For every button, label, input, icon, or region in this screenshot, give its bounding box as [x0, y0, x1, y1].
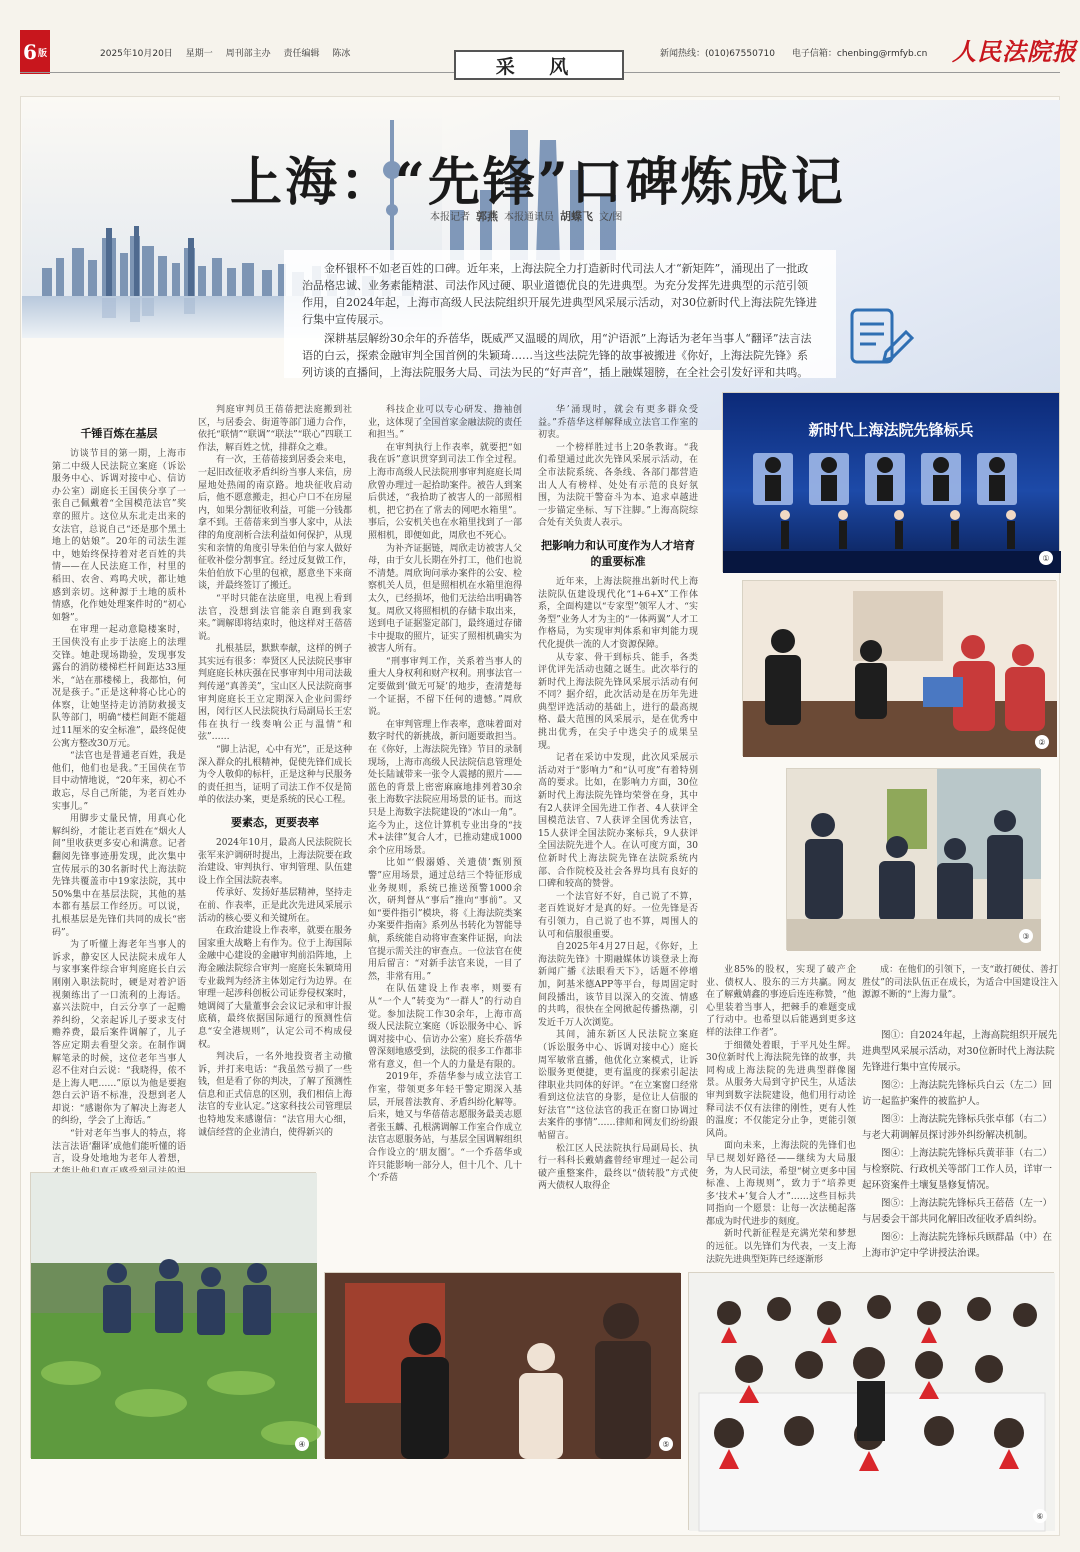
page-number: 6 — [23, 40, 37, 64]
photo-3-meeting — [786, 768, 1040, 950]
page-number-badge — [20, 30, 50, 74]
text-column-1 — [52, 418, 186, 1165]
body-paragraph: 近年来，上海法院推出新时代上海法院队伍建设现代化“1+6+X”工作体系，全面构建以“专家型”领军人才、“实务型”业务人才为主的“一体两翼”人才工作格局，为实现审判体系和审判能力现代化提供一流的人才资源保障。 — [538, 576, 698, 650]
home-visit-illustration — [743, 581, 1057, 757]
body-paragraph: 从专家、骨干到标兵、能手，各类评优评先活动也随之诞生。此次举行的新时代上海法院先锋风采展示活动有何不同？据介绍，此次活动是在历年先进典型评选活动的基础上，进行的最高规格、最大范围的风采展示，是在优秀中挑出优秀，在尖子中选尖子的成果呈现。 — [538, 652, 698, 751]
body-paragraph: 为补齐证据链，周欣走访被害人父母，由于女儿长期在外打工，他们也说不清楚。周欣询问承办案件的公安、检察机关人员，但是照相机在水箱里泡得太久，已经损坏，他们无法给出明确答复。周欣又将照相机的存储卡取出来，送到电子证据鉴定部门，最终通过存储卡中提取的照片，证实了照相机确实为被害人所有。 — [368, 543, 522, 655]
stage-illustration — [723, 393, 1061, 573]
body-paragraph: “针对老年当事人的特点，将法言法语‘翻译’成他们能听懂的语言，设身处地地为老年人着想， — [52, 1129, 186, 1165]
lead-paragraph: 金杯银杯不如老百姓的口碑。近年来，上海法院全力打造新时代司法人才“新矩阵”，涌现出了一批政治品格忠诚、业务素能精湛、司法作风过硬、职业道德优良的先进典型。为充分发挥先进典型的示范引领作用，自2024年起，上海市高级人民法院组织开展先进典型风采展示活动，对30位新时代上海法院先锋进行集中宣传展示。 — [302, 262, 817, 326]
photo-caption: 图④：上海法院先锋标兵黄菲菲（右二）与检察院、行政机关等部门工作人员，详审一起环资案件土壤复垦修复情况。 — [862, 1148, 1053, 1191]
photo-2-home-visit — [742, 580, 1056, 756]
text-column-3 — [368, 404, 522, 1210]
column-label — [454, 50, 624, 80]
document-icon — [846, 304, 916, 368]
body-paragraph: “法官也是普通老百姓，我是他们，他们也是我。”王国侠在节目中动情地说，“20年来，初心不敢忘，尽自己所能，为老百姓办实事儿。” — [52, 751, 186, 812]
body-paragraph: 用脚步丈量民情，用真心化解纠纷，才能让老百姓在“烟火人间”里收获更多安心和满意。记者翻阅先锋事迹册发现，此次集中宣传展示的30名新时代上海法院先锋共覆盖市中19家法院，其中50%集中在基层法院，其他的基本都有基层工作经历。可以说，扎根基层是先锋们共同的成长“密码”。 — [52, 814, 186, 938]
photo-caption: 图②：上海法院先锋标兵白云（左二）回访一起监护案件的被监护人。 — [862, 1080, 1053, 1107]
column-name: 采 风 — [495, 55, 583, 78]
body-paragraph: “平时只能在法庭里，电视上看到法官，没想到法官能亲自跑到我家来。”调解即将结束时，他这样对王蓓蓓说。 — [198, 593, 352, 642]
body-paragraph: 一个法官好不好，自己说了不算，老百姓说好才是真的好。一位先锋是否有引领力，自己说了也不算，周围人的认可和信服很重要。 — [538, 891, 698, 940]
photo-number: ④ — [295, 1437, 309, 1451]
photo-4-field-visit — [30, 1172, 316, 1458]
lead-paragraph: 深耕基层解纷30余年的乔蓓华，既威严又温暖的周欣，用“沪语派”上海话为老年当事人“翻译”法言法语的白云，探索金融审判全国首例的朱颖琦……当这些法院先锋的故事被搬进《你好，上海法院先锋》系列访谈的直播间，上海法院服务大局、司法为民的“好声音”，插上融媒翅膀，在全社会引发好评和共鸣。 — [302, 332, 812, 379]
body-paragraph: 在政治建设上作表率，就要在服务国家重大战略上有作为。位于上海国际金融中心建设的金融审判前沿阵地，上海金融法院综合审判一庭庭长朱颖琦用专业裁判为经济主体划定行为边界。在审理一起涉科创板公司证券侵权案时，她调阅了大量董事会会议记录和审计报底稿，最终依据国际通行的预测性信息“安全港规则”，认定公司不构成侵权。 — [198, 926, 352, 1050]
issue-weekday: 星期一 — [185, 49, 213, 59]
photo-1-award-stage — [722, 392, 1060, 572]
body-paragraph: 科技企业可以专心研发、撸袖创业，这体现了全国首家金融法院的责任和担当。” — [368, 405, 522, 441]
photo-caption: 图③：上海法院先锋标兵张卓郁（右二）与老大莉调解员探讨涉外纠纷解决机制。 — [862, 1114, 1053, 1141]
text-column-5 — [706, 964, 856, 1276]
author-1: 郭燕 — [476, 210, 498, 223]
body-paragraph: 其间，浦东新区人民法院立案庭（诉讼服务中心、诉调对接中心）庭长周军敏常直播，他优化立案模式，让诉讼服务更便捷，更有温度的探索引起法律职业共同体的好评。“在立案窗口经常看到这位法官的身影，是位让人信服的好法官”“这位法官的我正在窗口协调过去案件的事情”……律师和网友们纷纷跟帖留言。 — [538, 1030, 698, 1142]
body-paragraph: 2024年10月，最高人民法院院长张军来沪调研时提出，上海法院要在政治建设、审判执行、审判管理、队伍建设上作全国法院表率。 — [198, 838, 352, 886]
text-column-2 — [198, 404, 352, 1152]
email: 电子信箱：chenbing@rmfyb.cn — [791, 49, 928, 59]
body-paragraph: 一个榜样胜过书上20条教诲。“我们希望通过此次先锋风采展示活动，在全市法院系统、各条线、各部门都营造出人人有榜样、处处有示范的良好氛围，为法院干警奋斗为本、追求卓越进一步锚定坐标、写下注脚。”上海高院综合处有关负责人表示。 — [538, 442, 698, 529]
section-heading-1: 千锤百炼在基层 — [80, 427, 158, 440]
byline-prefix: 本报记者 — [430, 212, 470, 223]
body-paragraph: 面向未来，上海法院的先锋们也早已规划好路径——继续为大局服务，为人民司法，希望“树立更多中国标准、上海规则”，致力于“培养更多‘技术+’复合人才”……这些目标共同指向一个愿景：让每一次法槌起落都成为时代进步的刻度。 — [706, 1141, 856, 1227]
community-visit-illustration — [325, 1273, 681, 1459]
body-paragraph: 自2025年4月27日起，《你好，上海法院先锋》十期融媒体访谈登录上海新闻广播《法眼看天下》，话题不停增加，阿基米德APP等平台，每周固定时间段播出，该节目以深入的交流、情感的共鸣，很快在全网掀起传播热潮，引发近千万人次浏览。 — [538, 942, 698, 1028]
body-paragraph: 扎根基层，默默奉献，这样的例子其实远有很多：奉贤区人民法院民事审判庭庭长林庆强在民事审判中用司法裁判传递“真善美”，宝山区人民法院商事审判庭庭长王立定期深入企业问需纾困，闵行区人民法院执行局副局长王宏伟在执行一线奏响公正与温情“和弦”…… — [198, 644, 352, 743]
body-paragraph: 2019年，乔蓓华参与成立法官工作室，带领更多年轻干警定期深入基层，开展普法教育、矛盾纠纷化解等。后来，她又与华蓓蓓志愿服务最美志愿者张玉麟、孔根满调解工作室合作成立法官志愿服务站，与基层全国调解组织合作设立的‘朋友圈’。“一个乔蓓华或许只能影响一部分人，但十几个、几十个‘乔蓓 — [368, 1072, 522, 1184]
photo-number: ⑥ — [1033, 1509, 1047, 1523]
body-paragraph: 在审理一起动意隐楼案时，王国侠没有止步于法庭上的法理交锋。她赴现场勘验，发现事发露台的消防楼梯栏杆间距达33厘米，“站在那楼梯上，我都怕，何况是孩子。”正是这种将心比心的体察，让她坚持走访消防救援支队等部门，明确“楼栏间距不能超过11厘米的安全标准”，最终促使公寓方整改30万元。 — [52, 625, 186, 749]
body-paragraph: 为了听懂上海老年当事人的诉求，静安区人民法院未成年人与家事案件综合审判庭庭长白云刚刚入职法院时，硬是对着沪语视频练出了一口流利的上海话。嘉兴法院中，白云分享了一起赡养纠纷，父亲起诉儿子要求支付赡养费，最后案件调解了，儿子答应定期去看望父亲。在制作调解笔录的时候，这位老年当事人忍不住对白云说：“我晓得，侬不是上海人吧……”原以为他是要抱怨白云沪语不标准，没想到老人却说：“感谢你为了解决上海老人的纠纷，学会了上海话。” — [52, 940, 186, 1127]
body-paragraph: “刑事审判工作，关系着当事人的重大人身权利和财产权利。刑事法官一定要做到‘做无可疑’的地步，查清楚每一个证据，不留下任何的遗憾。”周欣说。 — [368, 656, 522, 718]
body-paragraph: 比如“‘假溺婚、关遗债’甄别预警”应用场景，通过总结三个特征形成业务规则，系统已推送预警1000余次，研判督从“事后”推向“事前”。又如“要件指引”模块，将《上海法院类案办案要件指南》系列丛书转化为智能导航，系统能自动将审查案件证据，向法官提示需关注的审查点。一位法官在使用后留言：“对新手法官来说，一目了然，非常有用。” — [368, 858, 522, 982]
body-paragraph: 成：在他们的引领下，一支“敢打硬仗、善打胜仗”的司法队伍正在成长，为适合中国建设注入源源不断的“上海力量”。 — [862, 965, 1058, 1001]
photo-5-community-visit — [324, 1272, 680, 1458]
photo-caption: 图⑥：上海法院先锋标兵顾群晶（中）在上海市沪定中学讲授法治课。 — [862, 1232, 1053, 1259]
school-class-illustration — [689, 1273, 1055, 1531]
issue-department: 周刊部主办 — [225, 49, 271, 59]
body-paragraph: 判庭审判员王蓓蓓把法庭搬到社区，与居委会、街道等部门通力合作，依托“联情”“联调”“联法”“联心”四联工作法，解百姓之忧，排群众之难。 — [198, 405, 352, 453]
article-lead — [284, 250, 836, 378]
photo-number: ⑤ — [659, 1437, 673, 1451]
photo-number: ③ — [1019, 929, 1033, 943]
body-paragraph: 在审判执行上作表率，就要把“如我在诉”意识贯穿到司法工作全过程。上海市高级人民法院刑事审判庭庭长周欣曾办理过一起拾助案件。被告人到案后供述，“我拾助了被害人的一部照相机，把它扔在了常去的网吧水箱里”。事后，公安机关也在水箱里找到了一部照相机，即便如此，周欣也不死心。 — [368, 442, 522, 541]
photo-6-school-class — [688, 1272, 1054, 1530]
photo-captions — [862, 1028, 1058, 1264]
article-byline — [430, 208, 622, 224]
photo-number: ① — [1039, 551, 1053, 565]
body-paragraph: 在队伍建设上作表率，则要有从“一个人”转变为“一群人”的行动自觉。参加法院工作30余年，上海市高级人民法院立案庭（诉讼服务中心、诉调对接中心、信访办公室）庭长乔蓓华曾深刻地感受到，法院的很多工作都非常有意义，但一个人的力量是有限的。 — [368, 984, 522, 1070]
text-column-6 — [862, 964, 1058, 1020]
photo-caption: 图①：自2024年起，上海高院组织开展先进典型风采展示活动，对30位新时代上海法院先锋进行集中宣传展示。 — [862, 1030, 1058, 1073]
meeting-illustration — [787, 769, 1041, 951]
issue-date: 2025年10月20日 — [100, 49, 173, 59]
issue-info — [100, 46, 360, 59]
body-paragraph: 访谈节目的第一期，上海市第二中级人民法院立案庭（诉讼服务中心、诉调对接中心、信访办公室）副庭长王国侠分享了一张自己佩戴着“全国模范法官”奖章的照片。这位从东北走出来的女法官，总说自己“还是那个黑土地上的姑娘”。20年的司法生涯中，她始终保持着对老百姓的共情——在人民法庭工作，村里的稻田、农舍、鸡鸣犬吠，都让她感到亲切。这种源于土地的质朴情感，化作她处理案件时的“初心如磐”。 — [52, 449, 186, 623]
contact-info — [660, 46, 941, 59]
editor-label: 责任编辑 — [283, 49, 320, 59]
article-headline: 上海：“先锋”口碑炼成记 — [230, 152, 846, 213]
field-visit-illustration — [31, 1173, 317, 1459]
body-paragraph: 判决后，一名外地投资者主动撤诉，并打来电话：“我虽然亏损了一些钱，但是看了你的判决，了解了预测性信息和正式信息的区别，我们相信上海法官的专业认定。”这家科技公司管理层也特地发来感谢信：“法官用大心细，诚信经营的企业清白，使得新兴的 — [198, 1052, 352, 1138]
text-column-4 — [538, 404, 698, 1210]
hotline: 新闻热线：(010)67550710 — [660, 49, 776, 59]
body-paragraph: 记者在采访中发现，此次风采展示活动对于“影响力”和“认可度”有着特别高的要求。比如，在影响力方面，30位新时代上海法院先锋均荣誉在身，其中有2人获评全国先进工作者、4人获评全国模范法官、7人获评全国优秀法官，15人获评全国法院办案标兵，9人获评全国法院先进个人。在认可度方面，30位新时代上海法院先锋在法院系统内部、合作院校及社会各界均具有良好的口碑和较高的赞誉。 — [538, 753, 698, 890]
body-paragraph: 在审判管理上作表率，意味着面对数字时代的新挑战，新问题要敢担当。在《你好，上海法院先锋》节目的录制现场，上海市高级人民法院信息管理处处长陆诚带来一张令人震撼的照片——蓝色的背景上密密麻麻地排列着30余张上海数字法院应用场景的证书。而这只是上海数字法院建设的“冰山一角”。迄今为止，这位计算机专业出身的“技术+法律”复合人才，已推动建成1000余个应用场景。 — [368, 719, 522, 856]
body-paragraph: 松江区人民法院执行局副局长、执行一科科长戴婧鑫曾经审理过一起公司破产重整案件，最终以“债转股”方式使两大债权人取得企 — [538, 1143, 698, 1192]
page-suffix: 版 — [37, 48, 47, 59]
body-paragraph: “脚上沾泥，心中有光”，正是这种深入群众的扎根精神，促使先锋们成长为令人敬仰的标杆，正是这种与民服务的责任担当，证明了司法工作不仅是简单的依法办案，更是系统的民心工程。 — [198, 745, 352, 806]
stage-banner: 新时代上海法院先锋标兵 — [808, 421, 974, 439]
body-paragraph: 业85%的股权，实现了破产企业、债权人、股东的三方共赢。网友在了解戴婧鑫的事迹后连连称赞，“他心里装着当事人，把棘手的难题变成了行动中。也希望以后能遇到更多这样的法律工作者”。 — [706, 965, 856, 1038]
byline-mid: 本报通讯员 — [504, 212, 554, 223]
newspaper-logo: 人民法院报 — [952, 37, 1077, 66]
photo-caption: 图⑤：上海法院先锋标兵王蓓蓓（左一）与居委会干部共同化解旧改征收矛盾纠纷。 — [862, 1198, 1053, 1225]
editor-name: 陈冰 — [332, 49, 351, 59]
body-paragraph: 新时代新征程是充满光荣和梦想的远征。以先锋们为代表，一支上海法院先进典型矩阵已经逐渐形 — [706, 1229, 856, 1265]
body-paragraph: 华’涌现时，就会有更多群众受益。”乔蓓华这样解释成立法官工作室的初衷。 — [538, 405, 698, 441]
photo-number: ② — [1035, 735, 1049, 749]
body-paragraph: 于细微处着眼，于平凡处生辉。30位新时代上海法院先锋的故事，共同构成上海法院的先进典型群像图景。从服务大局到守护民生，从适法审判到数字法院建设，他们用行动诠释司法不仅有法律的刚性，更有人性的温度；不仅能定分止争，更能引领风尚。 — [706, 1040, 856, 1139]
body-paragraph: 有一次，王蓓蓓接到居委会来电，一起旧改征收矛盾纠纷当事人来信，房屋地处热闹的南京路。地块征收启动后，他不愿意搬走，担心户口不在房屋内，如果分割征收利益，可能一分钱都拿不到。王蓓蓓来到当事人家中，从法律的角度剖析合法利益如何保护，从现实和亲情的角度引导朱伯伯与家人做好征收补偿分割事宜。经过反复做工作，朱伯伯放下心里的包袱，愿意坐下来商谈，并最终签订了搬迁。 — [198, 455, 352, 592]
section-heading-3: 把影响力和认可度作为人才培育的重要标准 — [541, 538, 695, 568]
section-heading-2: 要素态，更要表率 — [231, 816, 319, 829]
body-paragraph: 传承好、发扬好基层精神，坚持走在前、作表率，正是此次先进风采展示活动的核心要义和关键所在。 — [198, 888, 352, 924]
byline-suffix: 文/图 — [599, 212, 623, 223]
author-2: 胡蝶飞 — [560, 210, 593, 223]
